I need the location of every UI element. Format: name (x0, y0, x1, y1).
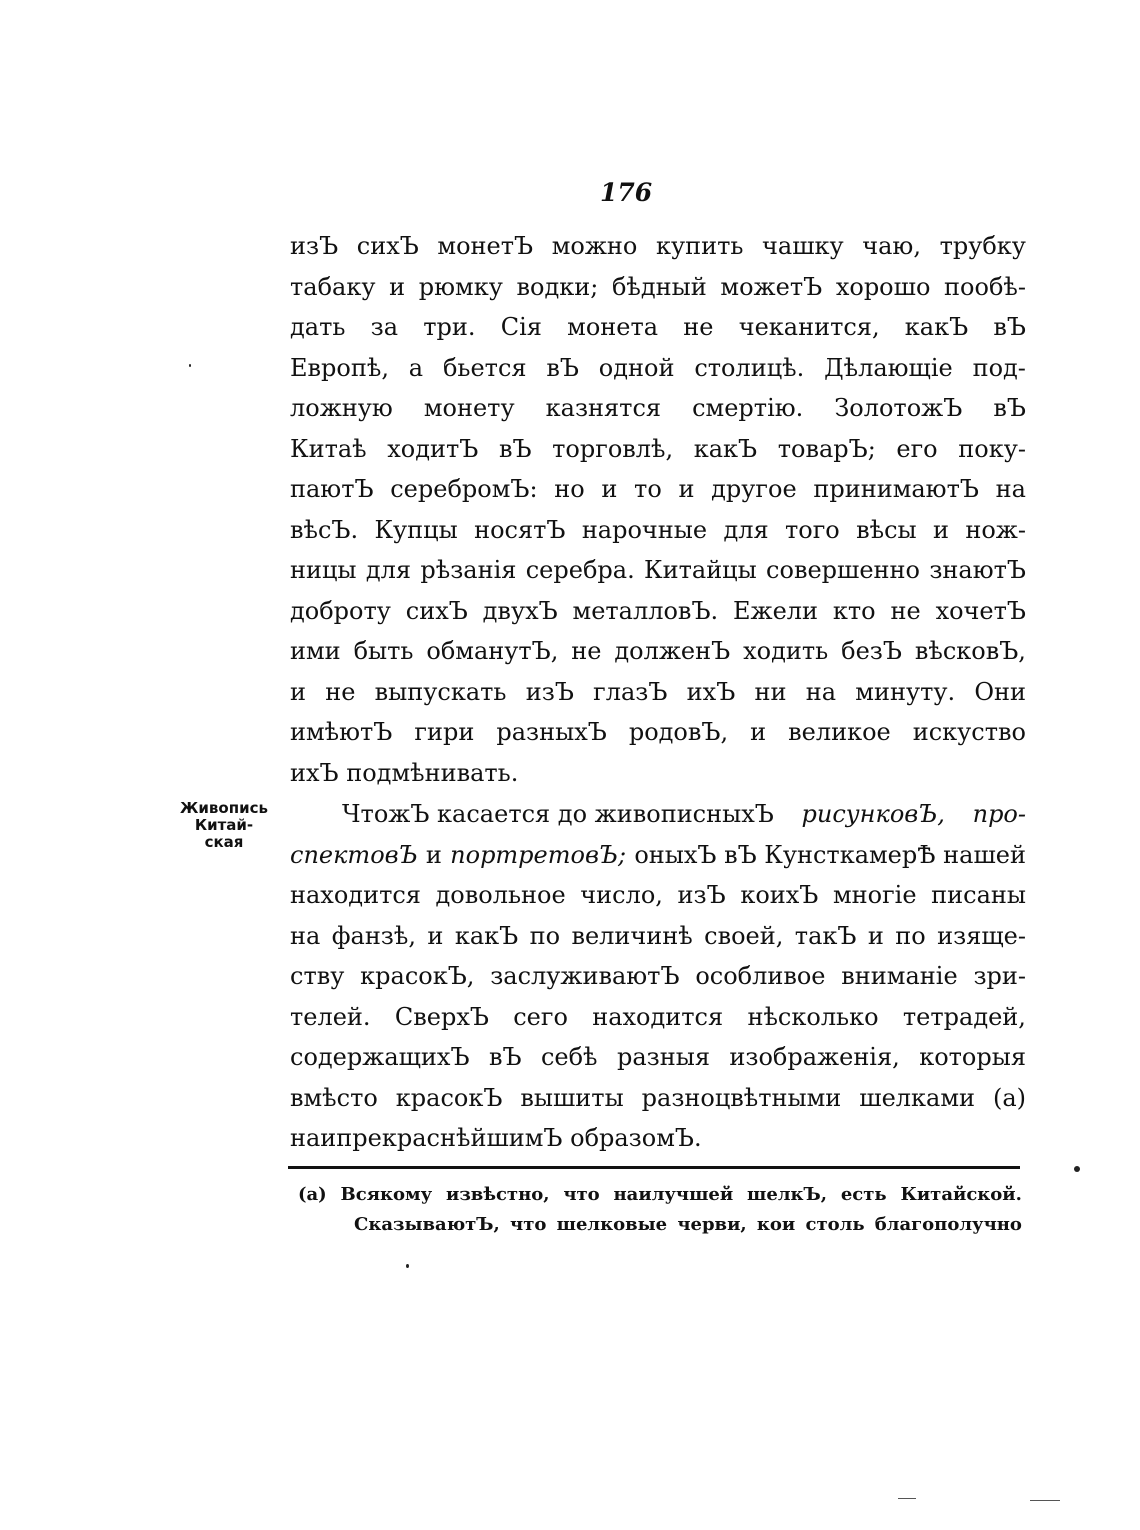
word: Китаѣ (290, 434, 367, 463)
word: изЪ (677, 881, 726, 909)
text-line (290, 875, 1026, 916)
word: торговлѣ, (552, 434, 674, 463)
text-line (290, 226, 1026, 267)
word: но (554, 475, 585, 503)
word: и (427, 921, 444, 950)
word: шелками (859, 1083, 975, 1112)
word: вЪ (546, 353, 579, 382)
word: для (723, 515, 769, 544)
word: СверхЪ (394, 1002, 489, 1031)
word: смертію. (692, 394, 804, 422)
word: ихЪ (686, 677, 736, 706)
word: такЪ (794, 921, 857, 950)
paragraph-2 (290, 794, 1026, 1159)
word: принимаютЪ (813, 475, 979, 503)
word: разныхЪ (496, 718, 607, 746)
word: не (890, 596, 921, 625)
word: вЪ (498, 434, 532, 463)
scan-mark (1030, 1500, 1060, 1501)
word: ходить (743, 637, 829, 665)
text-line (290, 1078, 1026, 1119)
word: телей. (290, 1002, 371, 1031)
page-number: 176 (600, 178, 653, 207)
text-line: ихЪ подмѣнивать. (290, 758, 519, 787)
word: серебромЪ: (390, 475, 538, 503)
word: пообѣ- (944, 272, 1026, 301)
word: Они (974, 677, 1026, 706)
word: одной (598, 353, 675, 382)
word: чаю, (862, 232, 921, 260)
word: вЪ (488, 1043, 522, 1071)
word: носятЪ (474, 515, 566, 544)
footnote-line (298, 1180, 1022, 1210)
text-segment: и (425, 840, 442, 869)
word: глазЪ (593, 677, 668, 706)
text-line (290, 956, 1026, 997)
word: вЪ (993, 313, 1026, 341)
word: какЪ (454, 921, 519, 950)
word: фанзѣ, (331, 921, 416, 950)
word: обманутЪ, (426, 637, 559, 665)
word: серебра. (525, 556, 635, 584)
word: многіе (832, 881, 917, 909)
word: монета (567, 313, 659, 341)
word: что (563, 1184, 600, 1205)
word: сего (513, 1002, 568, 1031)
word: того (785, 515, 840, 544)
paragraph-1 (290, 226, 1026, 793)
scan-speck (1074, 1166, 1080, 1172)
word: вмѣсто (290, 1083, 378, 1112)
word: находится (592, 1002, 724, 1031)
word: благополучно (874, 1214, 1022, 1235)
word: то (634, 475, 662, 503)
text-line (290, 916, 1026, 957)
word: черви, (677, 1214, 747, 1235)
word: двухЪ (482, 596, 558, 625)
word: хочетЪ (935, 596, 1026, 625)
word: монетЪ (437, 232, 534, 260)
word: есть (840, 1184, 887, 1205)
word: на (805, 677, 837, 706)
word: вниманіе (841, 962, 958, 990)
word: зри- (973, 962, 1026, 990)
text-segment-italic: рисунковЪ, (801, 800, 945, 828)
word: имѣютЪ (290, 718, 393, 746)
text-line (290, 510, 1026, 551)
scan-speck (406, 1264, 409, 1268)
word: табаку (290, 272, 376, 301)
word: нарочные (581, 515, 708, 544)
word: сихЪ (356, 232, 419, 260)
word: вышиты (520, 1083, 624, 1112)
text-segment-italic: про- (972, 800, 1026, 828)
word: красокЪ (395, 1083, 503, 1112)
word: Китайцы (644, 556, 757, 584)
text-segment: оныхЪ вЪ КунсткамерѢ нашей (634, 840, 1026, 869)
word: заслуживаютЪ (490, 962, 680, 990)
word: ими (290, 637, 341, 665)
word: доброту (290, 596, 391, 625)
word: величинѣ (571, 921, 693, 950)
word: товарЪ; (777, 434, 876, 463)
word: водки; (516, 272, 599, 301)
margin-note (168, 800, 280, 851)
word: которыя (919, 1043, 1026, 1071)
word: шелковые (556, 1214, 668, 1235)
word: ЗолотожЪ (834, 394, 963, 422)
text-line (290, 997, 1026, 1038)
word: Сія (500, 313, 542, 341)
scan-speck (189, 364, 191, 367)
word: великое (788, 718, 891, 746)
word: особливое (695, 962, 826, 990)
word: казнятся (545, 394, 662, 422)
word: бьется (442, 353, 527, 382)
word: Китайской. (900, 1184, 1022, 1205)
word: извѣстно, (445, 1184, 550, 1205)
footnote-rule (288, 1166, 1020, 1169)
word: по (895, 921, 926, 950)
word: родовЪ, (628, 718, 729, 746)
word: что (510, 1214, 547, 1235)
text-line (290, 591, 1026, 632)
text-line (290, 469, 1026, 510)
word: три. (423, 313, 476, 341)
word: бѣдный (611, 272, 707, 301)
word: ложную (290, 394, 393, 422)
word: на (995, 475, 1026, 503)
word: дать (290, 313, 346, 341)
text-line (290, 835, 1026, 876)
word: его (896, 434, 938, 463)
word: рюмку (418, 272, 503, 301)
word: металловЪ. (572, 596, 719, 625)
word: нож- (965, 515, 1026, 544)
word: купить (655, 232, 744, 260)
word: и (750, 718, 767, 746)
footnote (298, 1180, 1022, 1240)
word: какЪ (693, 434, 758, 463)
word: ству (290, 962, 345, 990)
word: гири (414, 718, 475, 746)
word: разныя (616, 1043, 710, 1071)
word: минуту. (855, 677, 956, 706)
word: под- (972, 353, 1026, 382)
word: и (601, 475, 618, 503)
margin-note-line: ская (204, 833, 244, 851)
text-segment-italic: спектовЪ (290, 840, 418, 869)
word: изЪ (525, 677, 574, 706)
word: и (290, 677, 306, 706)
word: знаютЪ (929, 556, 1026, 584)
word: нѣсколько (747, 1002, 879, 1031)
word: СказываютЪ, (354, 1214, 500, 1235)
word: вѣсковЪ, (914, 637, 1026, 665)
word: себѣ (540, 1043, 598, 1071)
word: Купцы (374, 515, 458, 544)
word: не (571, 637, 602, 665)
word: не (683, 313, 714, 341)
word: сихЪ (405, 596, 468, 625)
word: по (529, 921, 561, 950)
text-line (290, 550, 1026, 591)
word: монету (423, 394, 515, 422)
text-segment-italic: портретовЪ; (450, 840, 627, 869)
word: (а) (298, 1184, 327, 1205)
margin-note-line: Живопись (180, 799, 268, 817)
word: находится (290, 881, 421, 909)
word: ни (754, 677, 787, 706)
text-line (290, 672, 1026, 713)
margin-note-line: Китай- (194, 816, 254, 834)
word: своей, (704, 921, 784, 950)
word: и (389, 272, 406, 301)
word: и (678, 475, 695, 503)
word: Дѣлающіе (824, 353, 953, 382)
word: другое (711, 475, 797, 503)
word: и (933, 515, 949, 544)
word: вѣсЪ. (290, 515, 359, 544)
word: трубку (939, 232, 1026, 260)
word: ницы (290, 556, 357, 584)
word: Ежели (733, 596, 819, 625)
word: столь (805, 1214, 865, 1235)
word: можетЪ (720, 272, 823, 301)
text-line (290, 267, 1026, 308)
word: паютЪ (290, 475, 374, 503)
word: вѣсы (856, 515, 917, 544)
word: число, (580, 881, 663, 909)
word: Европѣ, (290, 353, 389, 382)
word: изображенія, (729, 1043, 900, 1071)
word: можно (551, 232, 638, 260)
text-line (290, 429, 1026, 470)
word: наилучшей (613, 1184, 734, 1205)
word: на (290, 921, 321, 950)
scan-mark (898, 1498, 916, 1499)
word: чеканится, (738, 313, 880, 341)
word: столицѣ. (694, 353, 805, 382)
word: рѣзанія (420, 556, 517, 584)
text-line (290, 388, 1026, 429)
word: и (867, 921, 884, 950)
word: какЪ (904, 313, 969, 341)
word: хорошо (835, 272, 931, 301)
word: коихЪ (740, 881, 819, 909)
word: поку- (958, 434, 1026, 463)
word: не (325, 677, 356, 706)
paragraph-2-rest (290, 875, 1026, 1159)
word: а (408, 353, 424, 382)
text-line (290, 712, 1026, 753)
word: кои (756, 1214, 796, 1235)
text-line (290, 794, 1026, 835)
text-segment: ЧтожЪ касается до живописныхЪ (342, 800, 774, 828)
text-line (290, 1037, 1026, 1078)
word: довольное (435, 881, 566, 909)
word: за (370, 313, 399, 341)
word: выпускать (374, 677, 507, 706)
word: для (365, 556, 412, 584)
word: быть (353, 637, 414, 665)
word: совершенно (766, 556, 920, 584)
word: чашку (762, 232, 844, 260)
word: ходитЪ (387, 434, 479, 463)
word: кто (832, 596, 876, 625)
word: изЪ (290, 232, 339, 260)
word: (а) (992, 1083, 1026, 1112)
word: разноцвѣтными (641, 1083, 842, 1112)
text-line (290, 631, 1026, 672)
text-line: наипрекраснѣйшимЪ образомЪ. (290, 1124, 702, 1152)
word: тетрадей, (902, 1002, 1026, 1031)
text-line (290, 307, 1026, 348)
text-line (290, 348, 1026, 389)
word: писаны (931, 881, 1026, 909)
word: вЪ (993, 394, 1026, 422)
word: содержащихЪ (290, 1043, 470, 1071)
word: Всякому (340, 1184, 433, 1205)
word: безЪ (841, 637, 902, 665)
word: красокЪ, (360, 962, 475, 990)
word: долженЪ (614, 637, 731, 665)
word: изяще- (937, 921, 1026, 950)
word: шелкЪ, (747, 1184, 828, 1205)
word: искуство (912, 718, 1026, 746)
footnote-line (298, 1210, 1022, 1240)
